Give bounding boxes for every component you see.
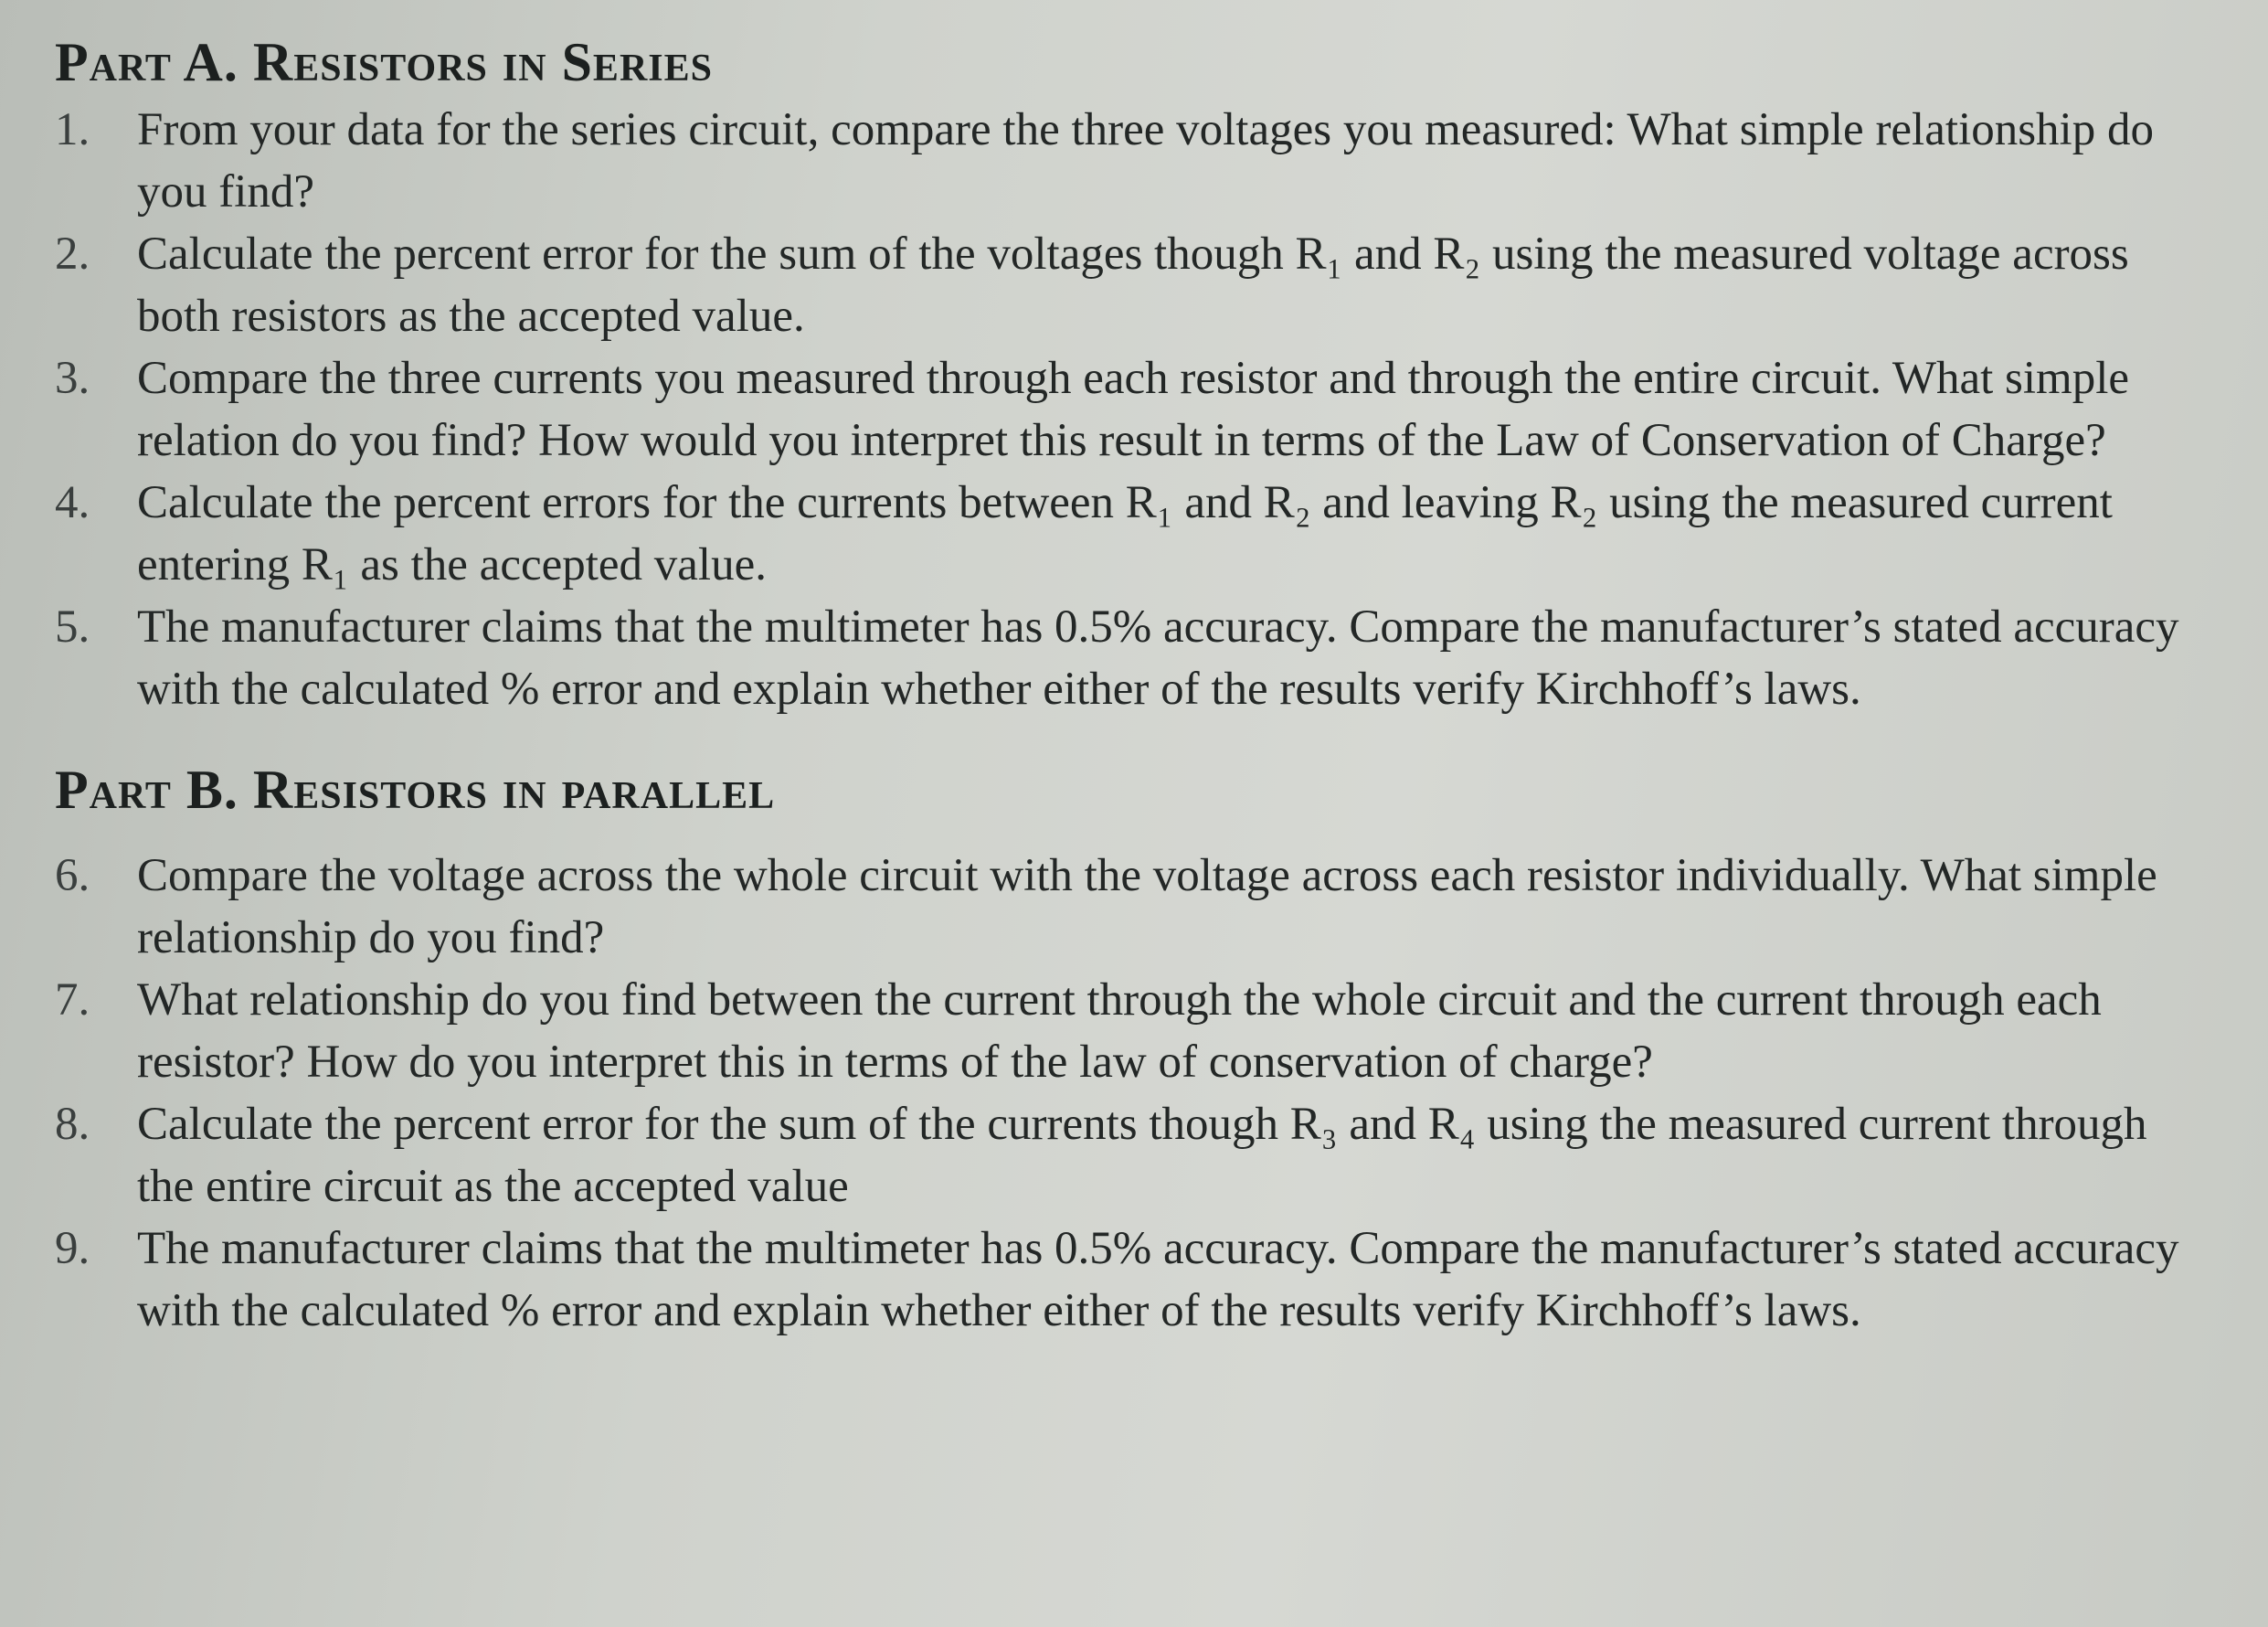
part-a-question-list [55, 99, 2213, 720]
question-text: The manufacturer claims that the multimeter has 0.5% accuracy. Compare the manufacturer’s stated accuracy with the calculated % error and explain whether either of the results verify Kirchhoff’s laws. [137, 601, 2179, 715]
question-number: 8. [55, 1099, 90, 1150]
question-number: 4. [55, 477, 90, 528]
question-7 [55, 969, 2213, 1093]
question-1 [55, 99, 2213, 223]
part-b-heading: Part B. Resistors in parallel [55, 760, 776, 820]
question-text: Calculate the percent error for the sum of the voltages though R₁ and R₂ using the measured voltage across both resistors as the accepted value. [137, 229, 2129, 342]
question-8 [55, 1093, 2213, 1218]
question-4 [55, 472, 2213, 596]
question-number: 7. [55, 974, 90, 1026]
question-number: 2. [55, 229, 90, 280]
question-text: What relationship do you find between the current through the whole circuit and the current through each resistor? How do you interpret this in terms of the law of conservation of charge? [137, 974, 2102, 1088]
question-text: Compare the three currents you measured through each resistor and through the entire circuit. What simple relation do you find? How would you interpret this result in terms of the Law of Conservation of Charge? [137, 353, 2130, 466]
question-text: From your data for the series circuit, compare the three voltages you measured: What simple relationship do you find? [137, 104, 2154, 218]
question-number: 6. [55, 850, 90, 901]
question-number: 9. [55, 1223, 90, 1274]
question-text: Compare the voltage across the whole circuit with the voltage across each resistor individually. What simple relationship do you find? [137, 850, 2157, 963]
question-number: 5. [55, 601, 90, 653]
part-b-question-list [55, 845, 2213, 1342]
question-text: The manufacturer claims that the multimeter has 0.5% accuracy. Compare the manufacturer’s stated accuracy with the calculated % error and explain whether either of the results verify Kirchhoff’s laws. [137, 1223, 2179, 1336]
question-3 [55, 347, 2213, 472]
question-5 [55, 596, 2213, 720]
question-6 [55, 845, 2213, 969]
question-9 [55, 1218, 2213, 1342]
question-text: Calculate the percent error for the sum of the currents though R₃ and R₄ using the measured current through the entire circuit as the accepted value [137, 1099, 2147, 1212]
question-number: 1. [55, 104, 90, 155]
question-number: 3. [55, 353, 90, 404]
question-text: Calculate the percent errors for the currents between R₁ and R₂ and leaving R₂ using the measured current entering R₁ as the accepted value. [137, 477, 2113, 590]
question-2 [55, 223, 2213, 347]
part-a-heading: Part A. Resistors in Series [55, 32, 713, 92]
